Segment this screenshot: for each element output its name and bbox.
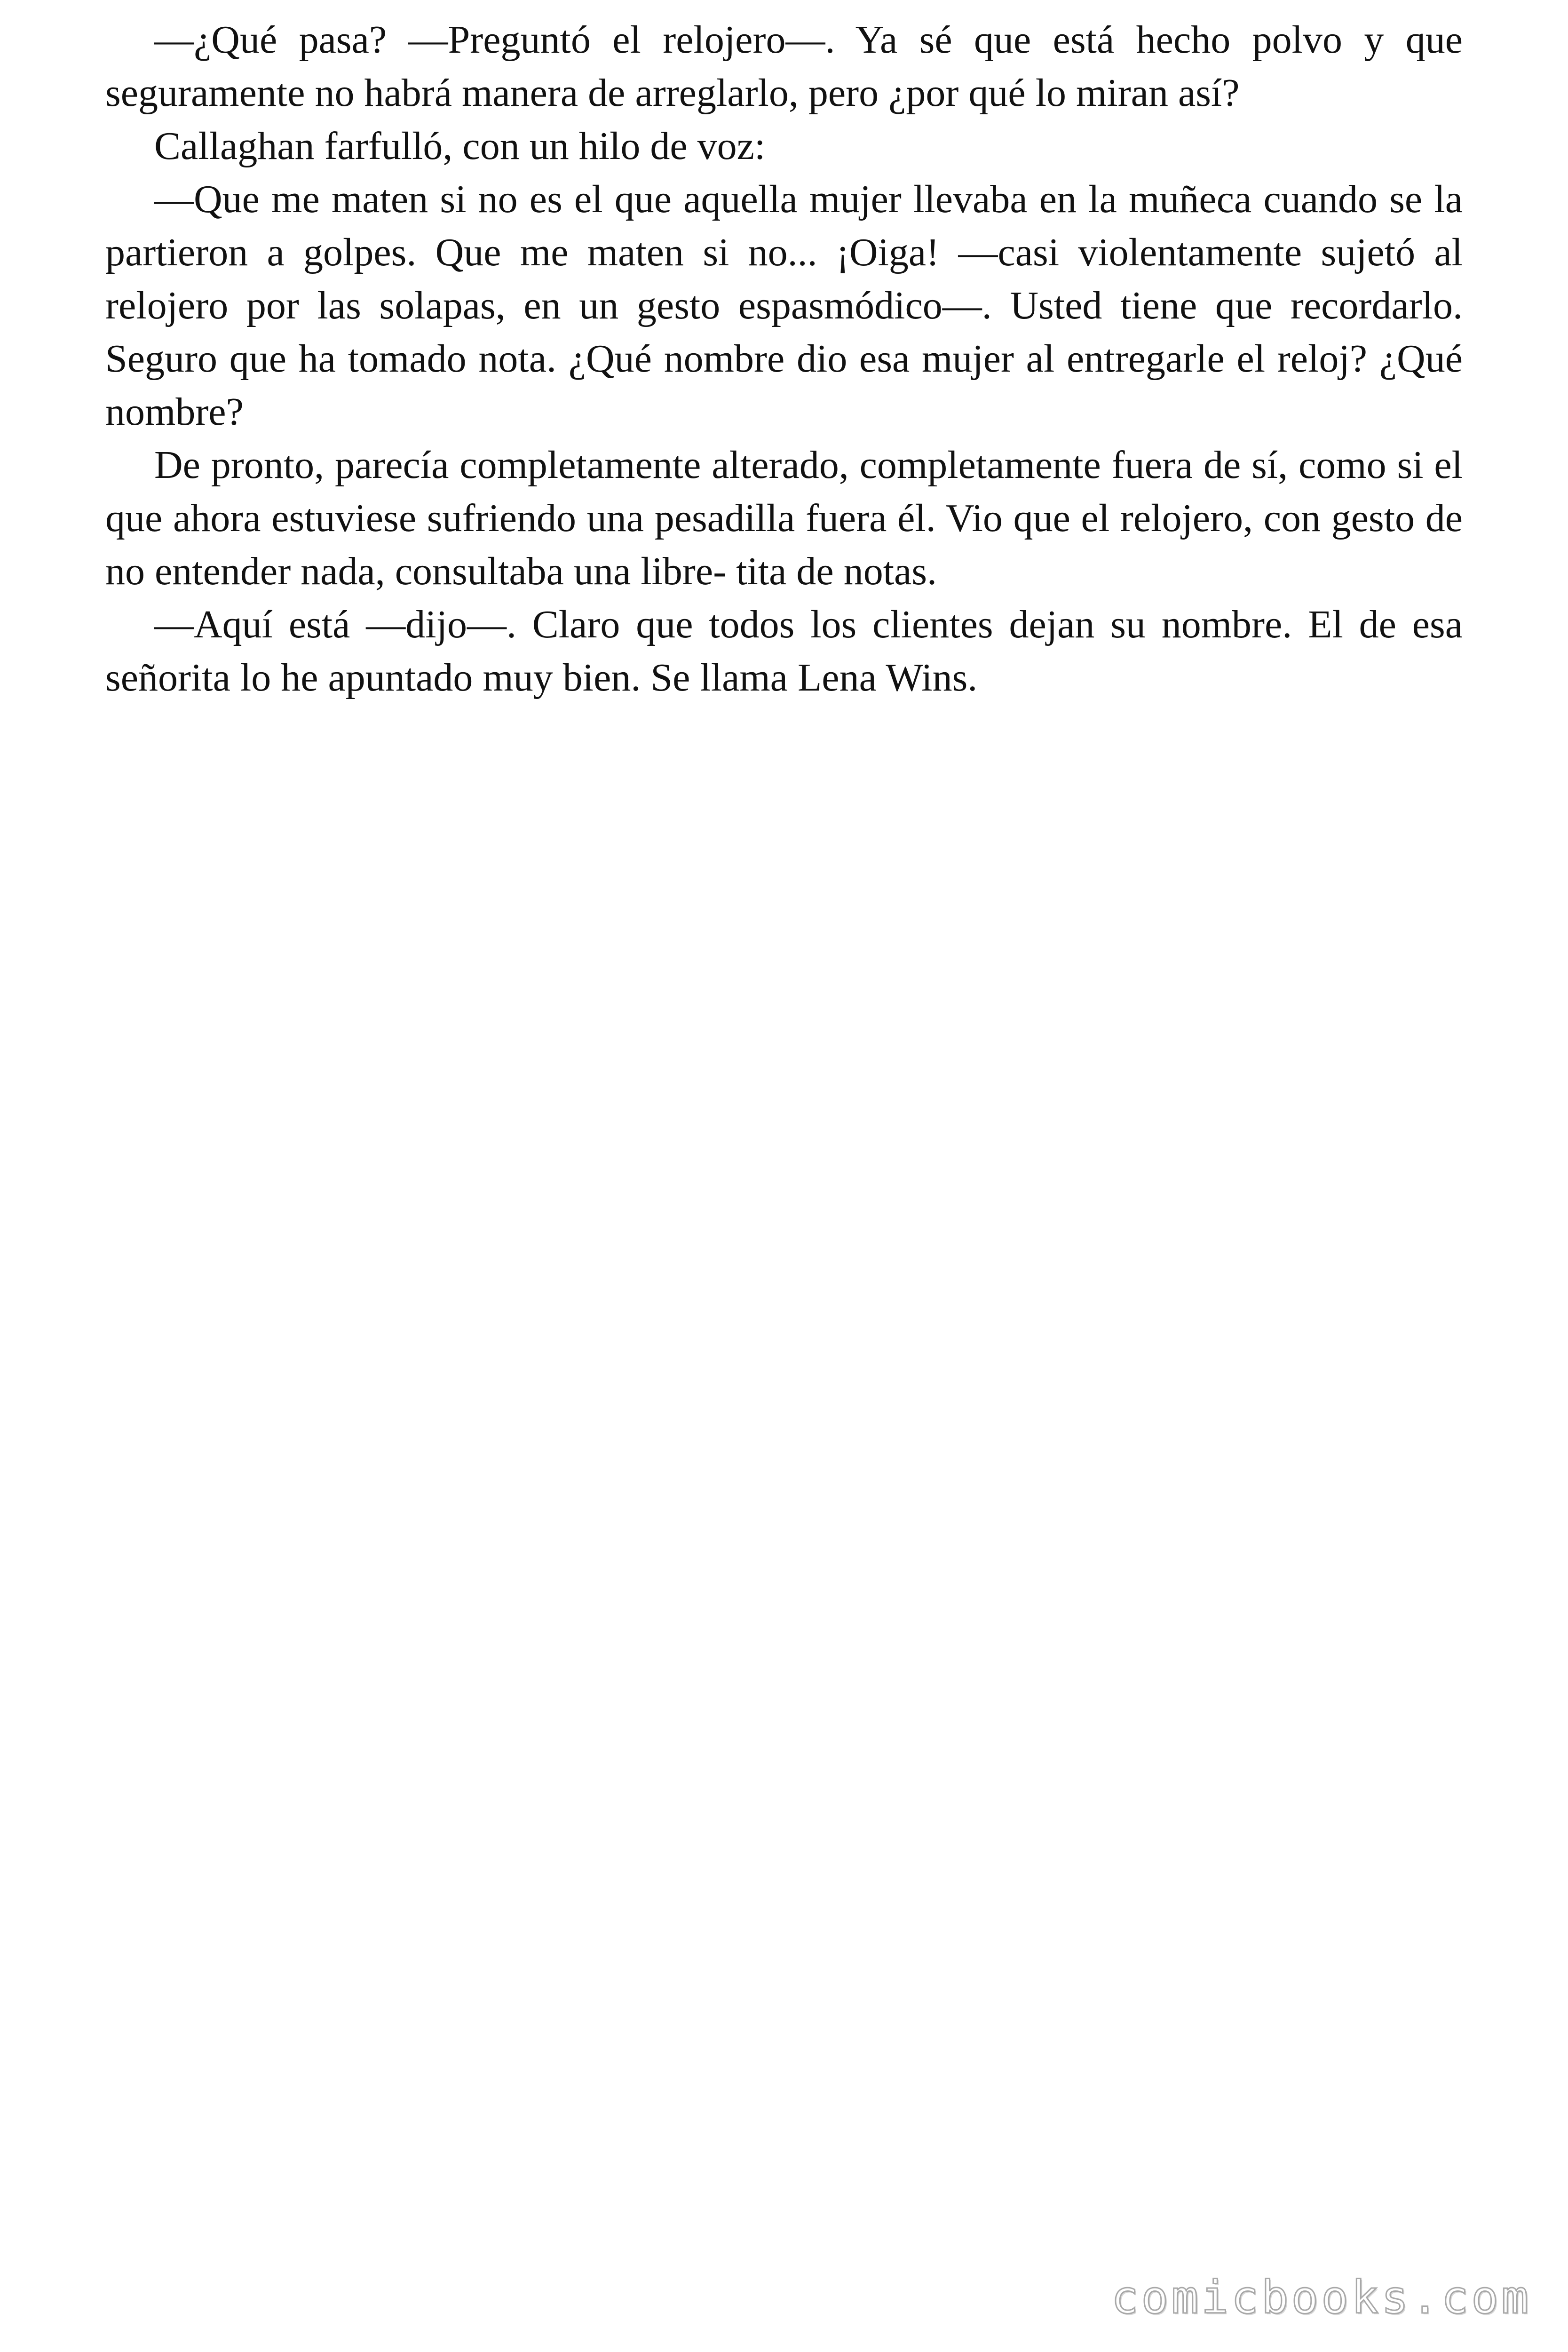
watermark: comicbooks.com [1111, 2271, 1531, 2324]
document-body [105, 13, 1463, 704]
paragraph-3: —Que me maten si no es el que aquella mujer llevaba en la muñeca cuando se la partieron a golpes. Que me maten si no... ¡Oiga! —casi violentamente sujetó al relojero por las solapas, en un gesto espasmódico—. Usted tiene que recordarlo. Seguro que ha tomado nota. ¿Qué nombre dio esa mujer al entregarle el reloj? ¿Qué nombre? [105, 177, 1463, 434]
paragraph-2: Callaghan farfulló, con un hilo de voz: [154, 124, 766, 168]
paragraph-1: —¿Qué pasa? —Preguntó el relojero—. Ya sé que está hecho polvo y que seguramente no habrá manera de arreglarlo, pero ¿por qué lo miran así? [105, 18, 1463, 115]
paragraph-5: —Aquí está —dijo—. Claro que todos los clientes dejan su nombre. El de esa señorita lo he apuntado muy bien. Se llama Lena Wins. [105, 603, 1463, 699]
paragraph-4: De pronto, parecía completamente alterado, completamente fuera de sí, como si el que ahora estuviese sufriendo una pesadilla fuera él. Vio que el relojero, con gesto de no entender nada, consultaba una libre- tita de notas. [105, 443, 1463, 593]
